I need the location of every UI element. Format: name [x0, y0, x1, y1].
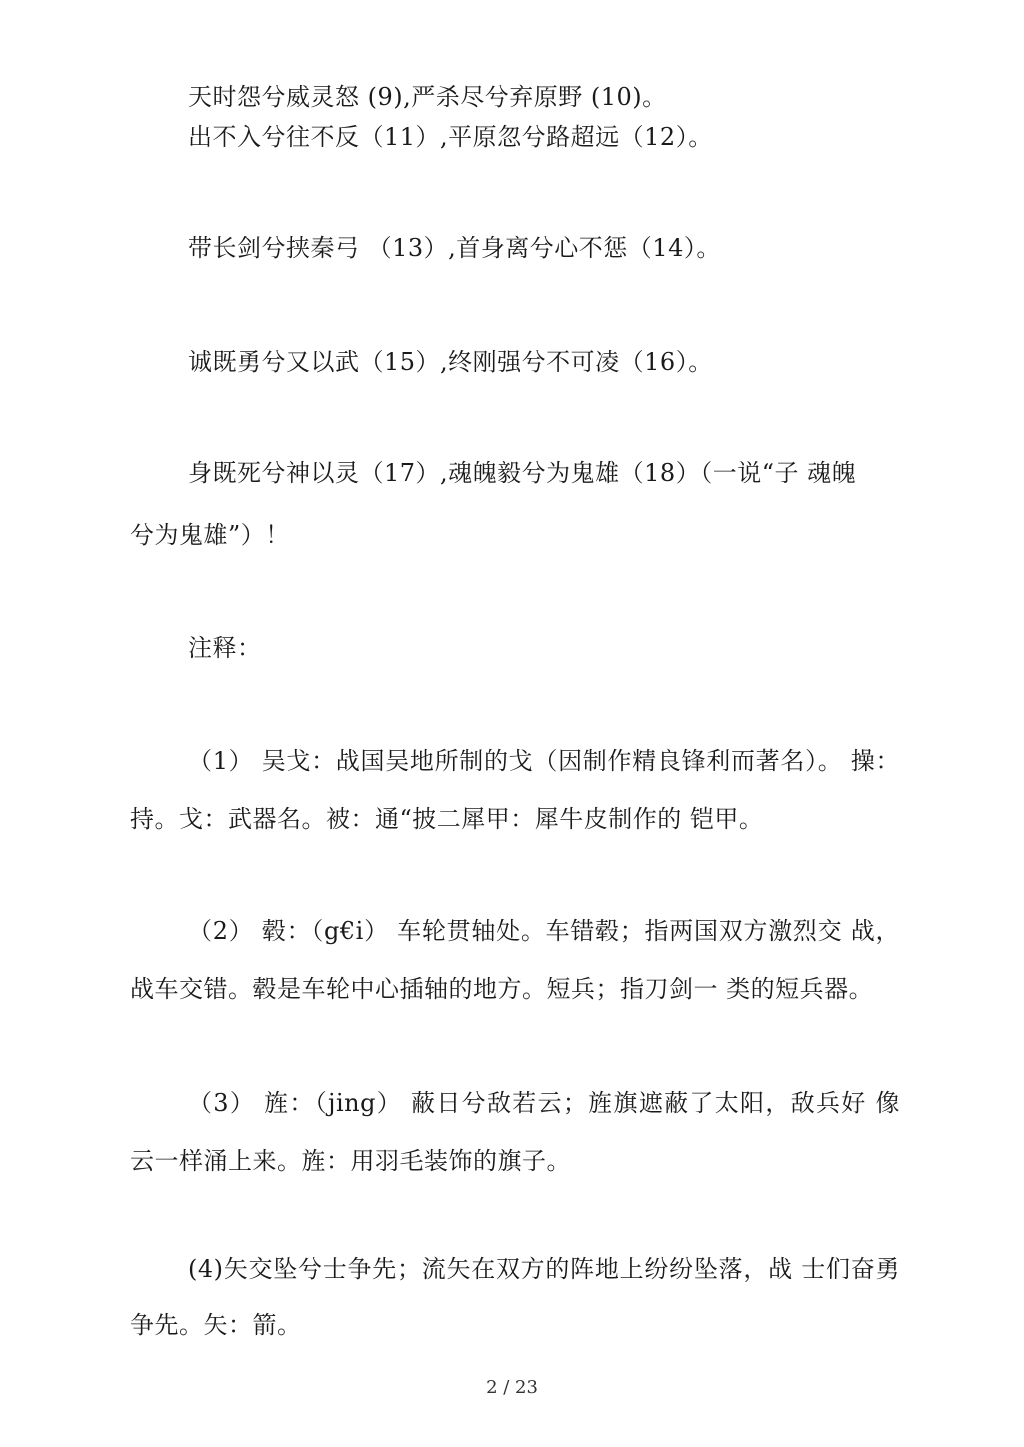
note-3-line-1: （3） 旌：（jing） 蔽日兮敌若云；旌旗遮蔽了太阳，敌兵好 像 — [188, 1089, 900, 1117]
note-4-line-1: (4)矢交坠兮士争先；流矢在双方的阵地上纷纷坠落，战 士们奋勇 — [188, 1255, 900, 1283]
note-2-line-1: （2） 毂：（g€i） 车轮贯轴处。车错毂；指两国双方激烈交 战， — [188, 917, 900, 945]
note-1-line-2: 持。戈：武器名。被：通“披二犀甲：犀牛皮制作的 铠甲。 — [130, 805, 764, 833]
note-1-line-1: （1） 吴戈：战国吴地所制的戈（因制作精良锋利而著名）。 操： — [188, 747, 900, 775]
poem-line-1: 天时怨兮威灵怒 (9),严杀尽兮弃原野 (10)。 — [188, 83, 667, 111]
poem-line-2: 出不入兮往不反（11）,平原忽兮路超远（12）。 — [188, 123, 713, 151]
poem-line-4: 诚既勇兮又以武（15）,终刚强兮不可凌（16）。 — [188, 348, 713, 376]
notes-heading: 注释： — [188, 634, 262, 662]
note-3-line-2: 云一样涌上来。旌：用羽毛装饰的旗子。 — [130, 1147, 571, 1175]
page-number: 2 / 23 — [486, 1377, 538, 1398]
note-2-line-2: 战车交错。毂是车轮中心插轴的地方。短兵；指刀剑一 类的短兵器。 — [130, 975, 874, 1003]
note-4-line-2: 争先。矢：箭。 — [130, 1311, 302, 1339]
poem-line-5: 身既死兮神以灵（17）,魂魄毅兮为鬼雄（18）（一说“子 魂魄 — [188, 459, 857, 487]
poem-line-3: 带长剑兮挟秦弓 （13）,首身离兮心不惩（14）。 — [188, 234, 721, 262]
poem-line-5-continued: 兮为鬼雄”）！ — [130, 521, 290, 549]
